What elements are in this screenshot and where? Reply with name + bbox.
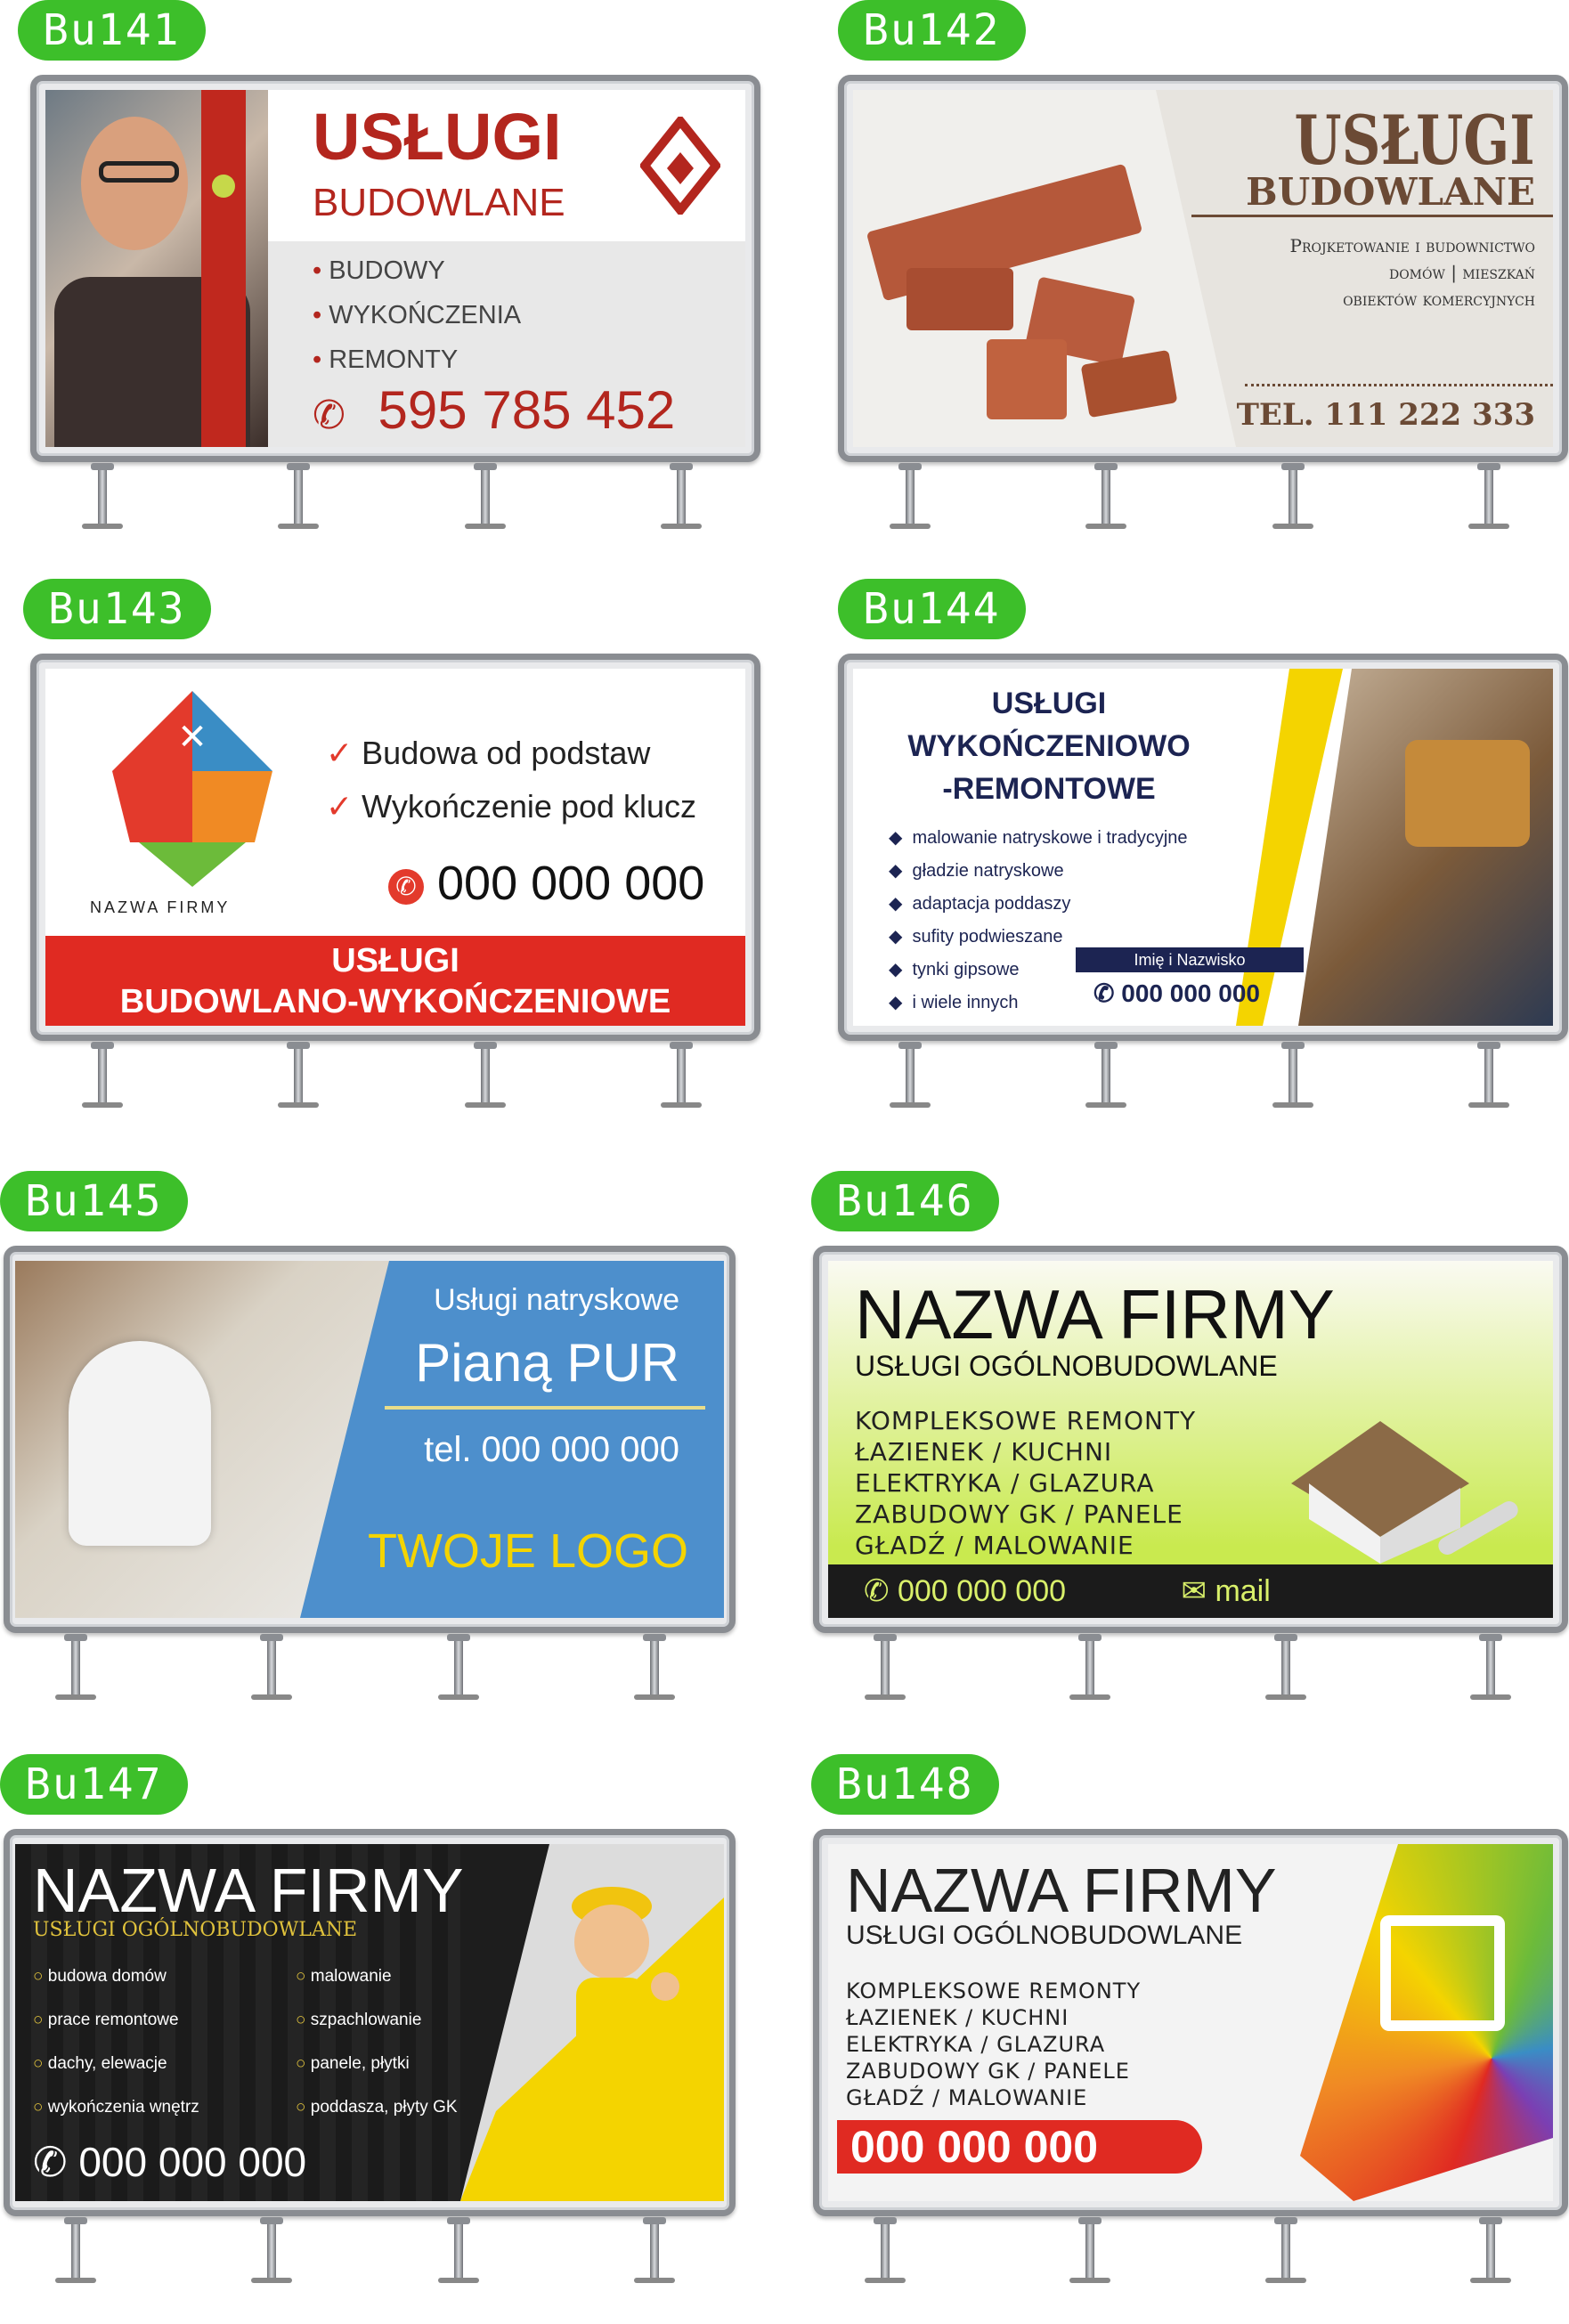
list-item: ◆ adaptacja poddaszy bbox=[889, 894, 1071, 914]
phone-row bbox=[33, 2138, 306, 2186]
phone-row bbox=[388, 856, 704, 911]
banner-stand bbox=[838, 1042, 1568, 1104]
services-list-left bbox=[33, 1954, 199, 2129]
services-list bbox=[855, 1405, 1196, 1561]
banner-stand bbox=[30, 1042, 760, 1104]
mail-address: mail bbox=[1215, 1574, 1271, 1608]
list-item: ŁAZIENEK / KUCHNI bbox=[846, 2005, 1069, 2030]
company-logo-text: NAZWA FIRMY bbox=[90, 898, 231, 916]
list-item: ○ malowanie bbox=[296, 1967, 392, 1986]
services-list bbox=[326, 727, 696, 833]
list-item: ○ dachy, elewacje bbox=[33, 2054, 167, 2073]
list-item: ✓ Wykończenie pod klucz bbox=[326, 788, 697, 825]
list-item: ELEKTRYKA / GLAZURA bbox=[855, 1468, 1155, 1498]
phone-icon: ✆ bbox=[388, 869, 424, 905]
list-item: ○ panele, płytki bbox=[296, 2054, 410, 2073]
level-tool bbox=[201, 90, 246, 447]
list-item: ○ prace remontowe bbox=[33, 2011, 179, 2029]
mail-icon: ✉ bbox=[1181, 1574, 1207, 1608]
banner-card-bu148[interactable] bbox=[784, 1754, 1569, 2324]
phone-number: 000 000 000 bbox=[78, 2139, 307, 2185]
banner-subtitle: BUDOWLANE bbox=[1246, 170, 1535, 214]
phone-number: 595 785 452 bbox=[378, 380, 676, 440]
phone-icon: ✆ bbox=[1093, 979, 1115, 1007]
services-list bbox=[846, 1978, 1141, 2111]
banner-card-bu145[interactable] bbox=[0, 1171, 784, 1741]
banner-tag: Bu147 bbox=[0, 1754, 188, 1815]
list-item: • BUDOWY bbox=[313, 256, 445, 285]
list-item: ✓ Budowa od podstaw bbox=[326, 735, 651, 771]
list-item: ŁAZIENEK / KUCHNI bbox=[855, 1437, 1113, 1467]
banner-frame bbox=[813, 1246, 1568, 1633]
service-line: Usługi natryskowe bbox=[434, 1283, 679, 1317]
list-item: ◆ i wiele innych bbox=[889, 993, 1019, 1012]
banner-stand bbox=[813, 1634, 1568, 1696]
banner-frame bbox=[30, 75, 760, 462]
rainbow-house-icon bbox=[1247, 1844, 1553, 2201]
phone-icon: ✆ bbox=[864, 1574, 890, 1608]
services-list-right bbox=[296, 1954, 458, 2129]
list-item: ◆ gładzie natryskowe bbox=[889, 861, 1064, 881]
banner-tag: Bu146 bbox=[811, 1171, 999, 1231]
company-tagline: USŁUGI OGÓLNOBUDOWLANE bbox=[846, 1921, 1243, 1950]
banner-tag: Bu148 bbox=[811, 1754, 999, 1815]
banner-frame bbox=[4, 1246, 736, 1633]
bricks-photo bbox=[853, 90, 1236, 447]
list-item: ◆ sufity podwieszane bbox=[889, 927, 1063, 947]
diamond-logo-icon bbox=[640, 117, 720, 215]
list-item: ZABUDOWY GK / PANELE bbox=[855, 1499, 1183, 1529]
banner-tag: Bu145 bbox=[0, 1171, 188, 1231]
banner-title: USŁUGI bbox=[1294, 101, 1535, 180]
banner-title: USŁUGI WYKOŃCZENIOWO -REMONTOWE bbox=[907, 687, 1191, 806]
spray-worker-photo bbox=[15, 1261, 389, 1618]
banner-title: USŁUGI bbox=[313, 100, 562, 174]
check-icon: ✓ bbox=[326, 735, 362, 771]
banner-card-bu146[interactable] bbox=[784, 1171, 1569, 1741]
logo-placeholder: TWOJE LOGO bbox=[367, 1524, 688, 1578]
services-list bbox=[313, 248, 521, 382]
phone-number: 000 000 000 bbox=[897, 1574, 1067, 1608]
check-icon: ✓ bbox=[326, 788, 362, 825]
list-item: • WYKOŃCZENIA bbox=[313, 301, 522, 329]
company-name: NAZWA FIRMY bbox=[33, 1856, 464, 1925]
list-item: KOMPLEKSOWE REMONTY bbox=[846, 1979, 1142, 2003]
banner-stand bbox=[30, 463, 760, 525]
list-item: GŁADŹ / MALOWANIE bbox=[855, 1531, 1134, 1560]
list-item: KOMPLEKSOWE REMONTY bbox=[855, 1406, 1197, 1435]
banner-frame bbox=[30, 654, 760, 1041]
banner-stand bbox=[838, 463, 1568, 525]
company-name: NAZWA FIRMY bbox=[855, 1275, 1335, 1353]
description: Projketowanie i budownictwo domów | mieszkań obiektów komercyjnych bbox=[1289, 235, 1535, 310]
house-illustration-icon bbox=[1273, 1385, 1541, 1572]
company-tagline: USŁUGI OGÓLNOBUDOWLANE bbox=[855, 1350, 1278, 1382]
phone-number: 000 000 000 bbox=[837, 2120, 1202, 2174]
contact-bar bbox=[828, 1564, 1553, 1618]
list-item: ○ szpachlowanie bbox=[296, 2011, 422, 2029]
banner-tag: Bu144 bbox=[838, 579, 1026, 639]
banner-tag: Bu143 bbox=[23, 579, 211, 639]
list-item: • REMONTY bbox=[313, 345, 459, 374]
house-logo-icon bbox=[85, 682, 299, 896]
list-item: ○ wykończenia wnętrz bbox=[33, 2098, 199, 2117]
banner-card-bu143[interactable] bbox=[0, 579, 784, 1149]
phone-row bbox=[313, 379, 675, 441]
banner-frame bbox=[838, 75, 1568, 462]
phone-icon: ✆ bbox=[313, 394, 346, 437]
banner-tag: Bu141 bbox=[18, 0, 206, 61]
list-item: ◆ malowanie natryskowe i tradycyjne bbox=[889, 828, 1188, 848]
list-item: ○ poddasza, płyty GK bbox=[296, 2098, 458, 2117]
banner-card-bu144[interactable] bbox=[784, 579, 1569, 1149]
owner-name: Imię i Nazwisko bbox=[1076, 947, 1304, 972]
worker-mascot-icon bbox=[541, 1862, 701, 2191]
banner-stand bbox=[813, 2217, 1568, 2279]
banner-frame bbox=[4, 1829, 736, 2216]
list-item: ○ budowa domów bbox=[33, 1967, 167, 1986]
banner-card-bu142[interactable] bbox=[784, 0, 1569, 570]
list-item: ZABUDOWY GK / PANELE bbox=[846, 2059, 1130, 2084]
banner-card-bu147[interactable] bbox=[0, 1754, 784, 2324]
banner-frame bbox=[838, 654, 1568, 1041]
list-item: GŁADŹ / MALOWANIE bbox=[846, 2085, 1088, 2110]
company-tagline: USŁUGI OGÓLNOBUDOWLANE bbox=[33, 1919, 358, 1941]
banner-frame bbox=[813, 1829, 1568, 2216]
phone-number: TEL. 111 222 333 bbox=[1236, 397, 1535, 433]
phone-icon: ✆ bbox=[33, 2139, 68, 2185]
service-name: Pianą PUR bbox=[415, 1333, 679, 1393]
list-item: ◆ tynki gipsowe bbox=[889, 960, 1020, 979]
banner-stand bbox=[4, 2217, 736, 2279]
services-bar: USŁUGI BUDOWLANO-WYKOŃCZENIOWE bbox=[45, 936, 745, 1026]
svg-text:✕: ✕ bbox=[177, 718, 207, 757]
banner-stand bbox=[4, 1634, 736, 1696]
phone-row bbox=[1093, 979, 1260, 1008]
phone-number: 000 000 000 bbox=[1121, 979, 1260, 1007]
list-item: ELEKTRYKA / GLAZURA bbox=[846, 2032, 1106, 2057]
phone-number: tel. 000 000 000 bbox=[424, 1430, 679, 1469]
company-name: NAZWA FIRMY bbox=[846, 1856, 1277, 1925]
worker-photo bbox=[1298, 669, 1553, 1026]
phone-number: 000 000 000 bbox=[437, 857, 705, 910]
banner-card-bu141[interactable] bbox=[0, 0, 784, 570]
banner-subtitle: BUDOWLANE bbox=[313, 181, 565, 224]
banner-tag: Bu142 bbox=[838, 0, 1026, 61]
